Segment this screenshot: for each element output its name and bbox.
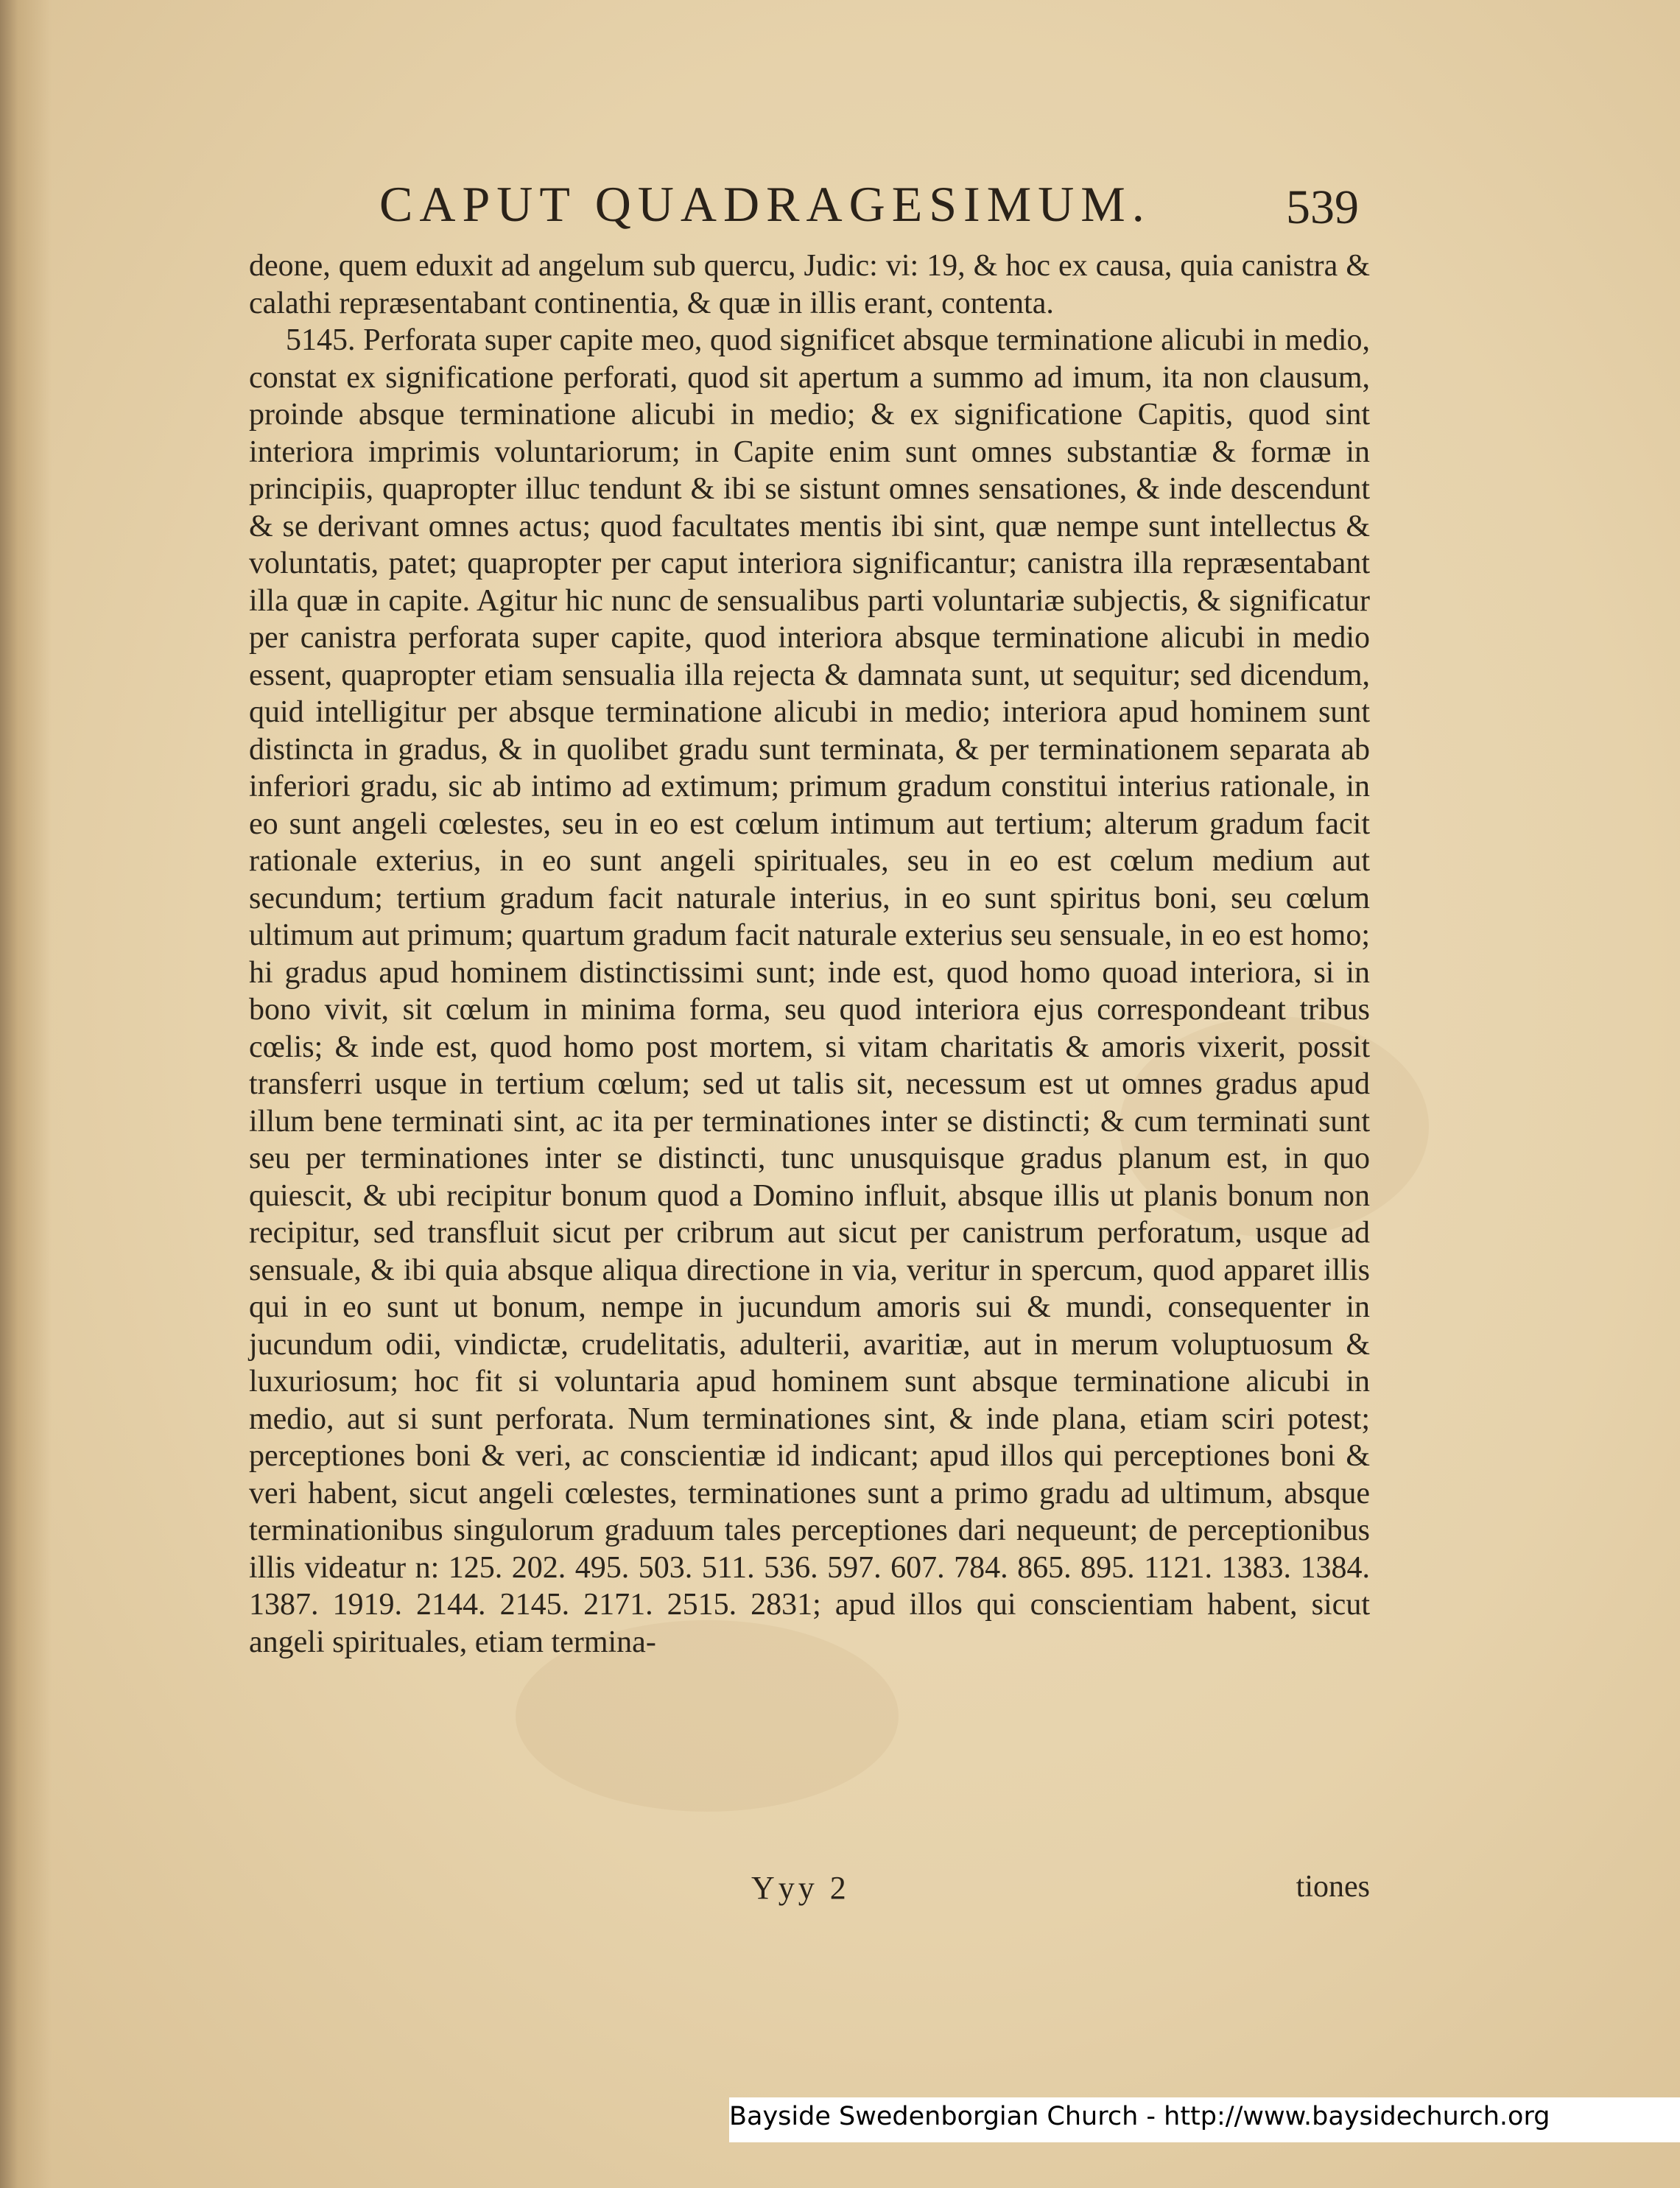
binding-gutter-shadow <box>0 0 52 2188</box>
catchline <box>751 1869 1370 1913</box>
signature-mark: Yyy 2 <box>751 1870 850 1906</box>
catchword: tiones <box>1296 1870 1370 1904</box>
running-head: CAPUT QUADRAGESIMUM. <box>379 176 1151 232</box>
page-header <box>379 175 1359 242</box>
watermark-text: Bayside Swedenborgian Church - http://www.baysidechurch.org <box>729 2102 1550 2131</box>
body-text <box>249 247 1370 1661</box>
watermark-banner <box>729 2097 1680 2142</box>
continuation-paragraph: deone, quem eduxit ad angelum sub quercu, Judic: vi: 19, & hoc ex causa, quia canistra & calathi repræsentabant continentia, & quæ in illis erant, contenta. <box>249 249 1370 320</box>
page-number: 539 <box>1286 180 1359 234</box>
paragraph-5145: 5145. Perforata super capite meo, quod significet absque terminatione alicubi in medio, constat ex significatione perforati, quod sit apertum a summo ad imum, ita non clausum, proinde absque terminatione alicubi in medio; & ex significatione Capitis, quod sint interiora imprimis voluntariorum; in Capite enim sunt omnes substantiæ & formæ in principiis, quapropter illuc tendunt & ibi se sistunt omnes sensationes, & inde descendunt & se derivant omnes actus; quod facultates mentis ibi sint, quæ nempe sunt intellectus & voluntatis, patet; quapropter per caput interiora significantur; canistra illa repræsentabant illa quæ in capite. Agitur hic nunc de sensualibus parti voluntariæ subjectis, & significatur per canistra perforata super capite, quod interiora absque terminatione alicubi in medio essent, quapropter etiam sensualia illa rejecta & damnata sunt, ut sequitur; sed dicendum, quid intelligitur per absque terminatione alicubi in medio; interiora apud hominem sunt distincta in gradus, & in quolibet gradu sunt terminata, & per terminationem separata ab inferiori gradu, sic ab intimo ad extimum; primum gradum constitui interius rationale, in eo sunt angeli cœlestes, seu in eo est cœlum intimum aut tertium; alterum gradum facit rationale exterius, in eo sunt angeli spirituales, seu in eo est cœlum medium aut secundum; tertium gradum facit naturale interius, in eo sunt spiritus boni, seu cœlum ultimum aut primum; quartum gradum facit naturale exterius seu sensuale, in eo est homo; hi gradus apud hominem distinctissimi sunt; inde est, quod homo quoad interiora, si in bono vivit, sit cœlum in minima forma, seu quod interiora ejus correspondeant tribus cœlis; & inde est, quod homo post mortem, si vitam charitatis & amoris vixerit, possit transferri usque in tertium cœlum; sed ut talis sit, necessum est ut omnes gradus apud illum bene terminati sint, ac ita per terminationes inter se distincti; & cum terminati sunt seu per terminationes inter se distincti, tunc unusquisque gradus planum est, in quo quiescit, & ubi recipitur bonum quod a Domino influit, absque illis ut planis bonum non recipitur, sed transfluit sicut per cribrum aut sicut per canistrum perforatum, usque ad sensuale, & ibi quia absque aliqua directione in via, veritur in spercum, quod apparet illis qui in eo sunt ut bonum, nempe in jucundum amoris sui & mundi, consequenter in jucundum odii, vindictæ, crudelitatis, adulterii, avaritiæ, aut in merum voluptuosum & luxuriosum; hoc fit si voluntaria apud hominem sunt absque terminatione alicubi in medio, aut si sunt perforata. Num terminationes sint, & inde plana, etiam sciri potest; perceptiones boni & veri, ac conscientiæ id indicant; apud illos qui perceptiones boni & veri habent, sicut angeli cœlestes, terminationes sunt a primo gradu ad ultimum, absque terminationibus singulorum graduum tales perceptiones dari nequeunt; de perceptionibus illis videatur n: 125. 202. 495. 503. 511. 536. 597. 607. 784. 865. 895. 1121. 1383. 1384. 1387. 1919. 2144. 2145. 2171. 2515. 2831; apud illos qui conscientiam habent, sicut angeli spirituales, etiam termina- <box>249 323 1370 1659</box>
